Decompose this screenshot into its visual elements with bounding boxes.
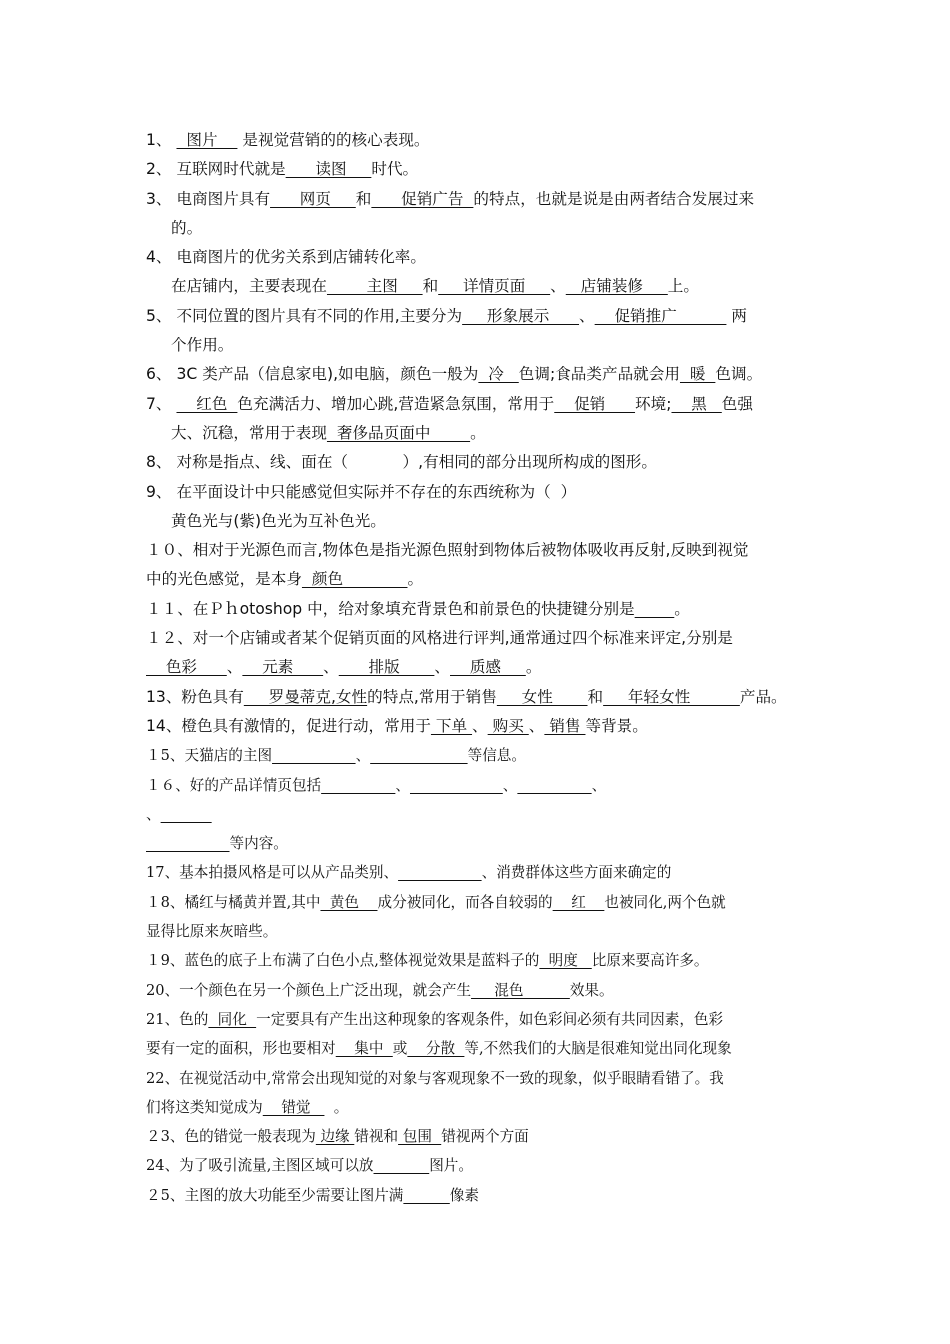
line-text: 14、橙色具有激情的，促进行动，常用于 — [146, 716, 431, 735]
line-text: 也被同化,两个色就 — [604, 893, 726, 911]
answer-blank: 购买 — [487, 716, 529, 735]
question-line — [146, 917, 810, 946]
line-text: 的特点，也就是说是由两者结合发展过来 — [473, 189, 755, 208]
answer-blank: 明度 — [539, 952, 592, 970]
line-text: 17、基本拍摄风格是可以从产品类别、 — [146, 864, 399, 882]
question-line — [146, 1005, 810, 1034]
line-text: 、 — [502, 776, 518, 794]
line-text: 一定要具有产生出这种现象的客观条件，如色彩间必须有共同因素，色彩 — [256, 1010, 724, 1028]
question-line — [146, 360, 810, 389]
answer-blank: 形象展示 — [462, 306, 580, 325]
question-line — [146, 595, 810, 624]
answer-blank — [398, 864, 482, 881]
line-text: １２、对一个店铺或者某个促销页面的风格进行评判,通常通过四个标准来评定,分别是 — [146, 629, 733, 648]
line-text: 比原来要高许多。 — [591, 952, 709, 970]
answer-blank: 错觉 — [262, 1098, 325, 1116]
question-line — [146, 302, 810, 331]
line-text: 9、 在平面设计中只能感觉但实际并不存在的东西统称为（ ） — [146, 482, 577, 501]
line-text: 两 — [726, 306, 747, 325]
answer-blank — [374, 1157, 430, 1174]
question-line — [146, 155, 810, 184]
answer-blank: 奢侈品页面中 — [326, 423, 471, 442]
line-text: 上。 — [667, 277, 699, 296]
question-line — [146, 536, 810, 565]
line-text: 错视两个方面 — [441, 1128, 529, 1146]
line-text: １5、天猫店的主图 — [146, 747, 273, 765]
line-text: 、 — [395, 776, 410, 794]
question-line — [146, 1034, 810, 1063]
line-text: 图片。 — [429, 1157, 473, 1175]
answer-blank: 读图 — [285, 160, 372, 179]
line-text: 色强 — [721, 394, 753, 413]
line-text: 4、 电商图片的优劣关系到店铺转化率。 — [146, 248, 426, 267]
line-text: 8、 对称是指点、线、面在（ ）,有相同的部分出现所构成的图形。 — [146, 453, 657, 472]
question-line — [146, 741, 810, 770]
question-line — [146, 653, 810, 682]
question-line — [146, 448, 810, 477]
line-text: １9、蓝色的底子上布满了白色小点,整体视觉效果是蓝料子的 — [146, 952, 540, 970]
answer-blank: 色彩 — [146, 658, 227, 677]
answer-blank: 促销推广 — [594, 306, 727, 325]
line-text: 是视觉营销的的核心表现。 — [237, 131, 430, 149]
answer-blank — [146, 835, 230, 852]
question-line — [146, 800, 810, 829]
line-text: 大、沉稳，常用于表现 — [171, 423, 327, 442]
line-text: 、 — [434, 658, 450, 677]
answer-blank: 质感 — [450, 658, 526, 677]
answer-blank: 黄色 — [320, 893, 378, 911]
answer-blank: 图片 — [176, 131, 238, 149]
line-text: ２3、色的错觉一般表现为 — [146, 1128, 316, 1146]
line-text: 等信息。 — [467, 747, 526, 765]
line-text: 黄色光与(紫)色光为互补色光。 — [171, 511, 386, 530]
line-text: 色充满活力、增加心跳,营造紧急氛围，常用于 — [237, 394, 555, 413]
line-text: 效果。 — [569, 981, 614, 999]
question-line — [146, 185, 810, 214]
line-text: 3、 电商图片具有 — [146, 189, 271, 208]
question-line — [146, 1151, 810, 1180]
question-line — [146, 214, 810, 243]
question-line — [146, 771, 810, 800]
line-text: １０、相对于光源色而言,物体色是指光源色照射到物体后被物体吸收再反射,反映到视觉 — [146, 541, 749, 560]
answer-blank — [410, 777, 503, 794]
answer-blank: 冷 — [478, 365, 519, 384]
answer-blank: 暖 — [679, 365, 716, 384]
line-text: 在店铺内，主要表现在 — [171, 277, 327, 296]
line-text: 22、在视觉活动中,常常会出现知觉的对象与客观现象不一致的现象，似乎眼睛看错了。我 — [146, 1069, 724, 1087]
line-text: １６、好的产品详情页包括 — [146, 776, 322, 794]
question-line — [146, 390, 810, 419]
line-text: 成分被同化，而各自较弱的 — [377, 893, 553, 911]
line-text: 和 — [587, 687, 604, 706]
answer-blank: 下单 — [430, 716, 473, 735]
answer-blank: 主图 — [326, 277, 423, 296]
answer-blank: 排版 — [338, 658, 435, 677]
line-text: 2、 互联网时代就是 — [146, 160, 286, 179]
answer-blank: 网页 — [270, 189, 356, 208]
line-text: 、 — [550, 277, 566, 296]
line-text: 个作用。 — [171, 336, 234, 355]
line-text: ２5、主图的放大功能至少需要让图片满 — [146, 1186, 404, 1204]
answer-blank — [370, 747, 467, 764]
line-text: 时代。 — [371, 160, 419, 179]
answer-blank: 销售 — [544, 716, 586, 735]
line-text: 7、 — [146, 394, 177, 413]
question-line — [146, 712, 810, 741]
line-text: 、 — [323, 658, 339, 677]
answer-blank: 集中 — [335, 1040, 393, 1058]
line-text: 等背景。 — [585, 716, 648, 735]
line-text: 中的光色感觉，是本身 — [146, 570, 302, 589]
question-line — [146, 1122, 810, 1151]
line-text: 、 — [591, 776, 607, 794]
line-text: 24、为了吸引流量,主图区域可以放 — [146, 1157, 374, 1175]
line-text: 和 — [355, 189, 372, 208]
answer-blank: 混色 — [471, 981, 570, 999]
answer-blank: 年轻女性 — [603, 687, 740, 706]
line-text: 、 — [355, 747, 371, 765]
answer-blank: 包围 — [398, 1128, 442, 1146]
question-line — [146, 507, 810, 536]
line-text: 色调;食品类产品就会用 — [518, 365, 680, 384]
question-line — [146, 1093, 810, 1122]
answer-blank: 红色 — [176, 394, 238, 413]
question-line — [146, 419, 810, 448]
answer-blank: 女性 — [496, 687, 588, 706]
line-text: 或 — [392, 1040, 408, 1058]
question-line — [146, 624, 810, 653]
answer-blank: 边缘 — [315, 1128, 355, 1146]
line-text: 的。 — [171, 218, 203, 237]
question-line — [146, 829, 810, 858]
line-text: 要有一定的面积，形也要相对 — [146, 1040, 336, 1058]
answer-blank: 元素 — [242, 658, 324, 677]
answer-blank: 促销广告 — [371, 189, 474, 208]
line-text: 。 — [324, 1098, 349, 1116]
question-line — [146, 272, 810, 301]
question-line — [146, 565, 810, 594]
line-text: 、 — [579, 306, 595, 325]
line-text: 1、 — [146, 131, 177, 149]
line-text: 和 — [422, 277, 439, 296]
line-text: 5、 不同位置的图片具有不同的作用,主要分为 — [146, 306, 463, 325]
question-line — [146, 1181, 810, 1210]
answer-blank: 店铺装修 — [565, 277, 668, 296]
line-text: 们将这类知觉成为 — [146, 1098, 263, 1116]
answer-blank: 罗曼蒂克,女性 — [243, 687, 368, 706]
line-text: 21、色的 — [146, 1010, 209, 1028]
line-text: 、 — [146, 805, 161, 823]
answer-blank — [403, 1187, 449, 1204]
line-text: 、消费群体这些方面来确定的 — [481, 864, 672, 882]
answer-blank — [272, 747, 356, 764]
line-text: 、 — [226, 658, 243, 677]
line-text: 6、 3C 类产品（信息家电),如电脑，颜色一般为 — [146, 365, 479, 384]
question-line — [146, 331, 810, 360]
question-line — [146, 1064, 810, 1093]
line-text: 。 — [674, 599, 690, 618]
answer-blank — [161, 806, 212, 823]
line-text: 。 — [525, 658, 542, 677]
question-line — [146, 858, 810, 887]
line-text: 、 — [528, 716, 545, 735]
question-line — [146, 976, 810, 1005]
worksheet-body — [146, 126, 810, 1210]
question-line — [146, 478, 810, 507]
line-text: 。 — [407, 570, 424, 589]
line-text: １8、橘红与橘黄并置,其中 — [146, 893, 321, 911]
line-text: 等内容。 — [229, 835, 288, 853]
line-text: 像素 — [449, 1186, 479, 1204]
answer-blank — [321, 777, 395, 794]
question-line — [146, 683, 810, 712]
answer-blank: 黑 — [671, 394, 722, 413]
line-text: 的特点,常用于销售 — [367, 687, 497, 706]
answer-blank: 详情页面 — [438, 277, 551, 296]
line-text: 、 — [472, 716, 488, 735]
question-line — [146, 888, 810, 917]
answer-blank: 同化 — [208, 1010, 257, 1028]
answer-blank: 颜色 — [301, 570, 408, 589]
question-line — [146, 946, 810, 975]
question-line — [146, 243, 810, 272]
line-text: １１、在Ｐｈotoshop 中，给对象填充背景色和前景色的快捷键分别是 — [146, 599, 635, 618]
answer-blank: 促销 — [554, 394, 636, 413]
question-line — [146, 126, 810, 155]
answer-blank: 分散 — [407, 1040, 465, 1058]
line-text: 13、粉色具有 — [146, 687, 244, 706]
line-text: 显得比原来灰暗些。 — [146, 923, 278, 941]
answer-blank: 红 — [552, 893, 605, 911]
line-text: 。 — [470, 423, 486, 442]
line-text: 等,不然我们的大脑是很难知觉出同化现象 — [464, 1040, 732, 1058]
line-text: 色调。 — [715, 365, 763, 384]
line-text: 错视和 — [354, 1128, 399, 1146]
line-text: 20、一个颜色在另一个颜色上广泛出现，就会产生 — [146, 981, 472, 999]
answer-blank — [635, 600, 675, 618]
line-text: 环境; — [635, 394, 672, 413]
line-text: 产品。 — [739, 687, 787, 706]
answer-blank — [517, 777, 591, 794]
